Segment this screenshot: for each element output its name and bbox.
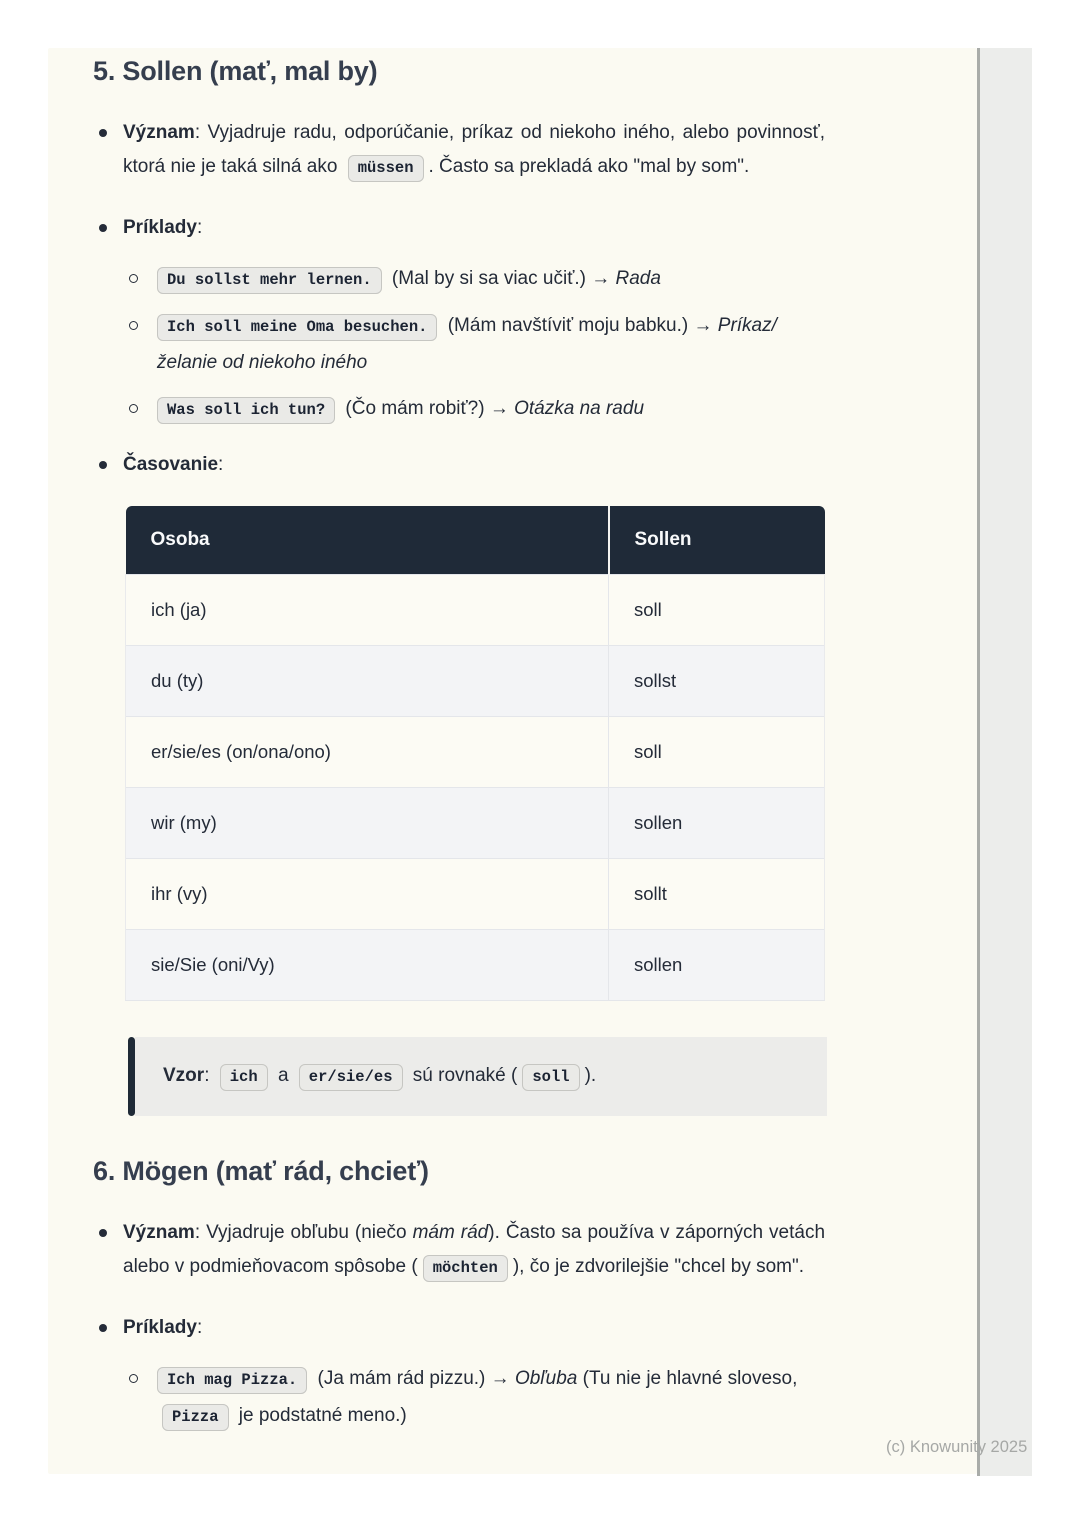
section6-heading: 6. Mögen (mať rád, chcieť) <box>93 1156 429 1186</box>
vyznam-text3: ), čo je zdvorilejšie "chcel by som". <box>512 1256 805 1277</box>
table-cell-person: er/sie/es (on/ona/ono) <box>126 717 609 788</box>
table-header-sollen: Sollen <box>609 506 825 575</box>
code-chip-muessen: müssen <box>348 155 424 182</box>
table-cell-form: soll <box>609 575 825 646</box>
example-note-end: je podstatné meno.) <box>238 1405 407 1426</box>
section5-examples-list <box>123 261 825 428</box>
table-cell-form: sollt <box>609 859 825 930</box>
section6-vyznam-item <box>93 1216 825 1285</box>
table-cell-person: ich (ja) <box>126 575 609 646</box>
table-cell-form: sollen <box>609 788 825 859</box>
example2-note: Príkaz/želanie od niekoho iného <box>157 315 777 373</box>
vzor-conj: a <box>277 1065 289 1086</box>
table-cell-form: sollst <box>609 646 825 717</box>
code-chip-pizza-sentence: Ich mag Pizza. <box>157 1367 307 1394</box>
example-item <box>123 391 825 428</box>
priklady-sep: : <box>196 217 203 238</box>
section6-list <box>93 1216 825 1435</box>
vyznam-text2: ). Často sa používa v záporných vetách alebo v podmieňovacom spôsobe ( <box>123 1222 826 1277</box>
vyznam-sep: : <box>194 1222 207 1243</box>
document-page <box>48 48 977 1474</box>
priklady-label: Príklady <box>123 1317 197 1338</box>
watermark-text: (c) Knowunity 2025 <box>886 1438 1028 1456</box>
casovanie-label: Časovanie <box>123 454 219 475</box>
code-chip-moechten: möchten <box>423 1255 508 1282</box>
table-cell-person: sie/Sie (oni/Vy) <box>126 930 609 1001</box>
table-header-row <box>126 506 825 575</box>
section5-heading: 5. Sollen (mať, mal by) <box>93 56 378 86</box>
callout-body <box>135 1037 827 1116</box>
vzor-text-end: ). <box>584 1065 597 1086</box>
table-cell-person: wir (my) <box>126 788 609 859</box>
vyznam-sep: : <box>194 122 208 143</box>
table-header-osoba: Osoba <box>126 506 609 575</box>
table-cell-person: ihr (vy) <box>126 859 609 930</box>
example-note-italic: Obľuba <box>514 1368 578 1389</box>
scrollbar-track[interactable] <box>977 48 1032 1476</box>
section6-examples-list <box>123 1361 825 1435</box>
table-row <box>126 575 825 646</box>
example-item <box>123 308 825 381</box>
table-cell-form: sollen <box>609 930 825 1001</box>
casovanie-sep: : <box>218 454 224 475</box>
code-chip-example3: Was soll ich tun? <box>157 397 335 424</box>
page-content <box>48 48 977 1435</box>
code-chip-pizza-word: Pizza <box>162 1404 229 1431</box>
arrow-glyph: → <box>490 1368 510 1389</box>
arrow-glyph: → <box>693 315 713 336</box>
example1-note: Rada <box>615 268 661 289</box>
callout-accent-bar <box>128 1037 135 1116</box>
example-item <box>123 261 825 298</box>
vyznam-text: Vyjadruje obľubu (niečo <box>206 1222 407 1243</box>
table-cell-person: du (ty) <box>126 646 609 717</box>
priklady-sep: : <box>196 1317 203 1338</box>
vyznam-text-after: . Často sa prekladá ako "mal by som". <box>428 156 750 177</box>
code-chip-example1: Du sollst mehr lernen. <box>157 267 382 294</box>
vyznam-label: Význam <box>123 122 195 143</box>
example-item <box>123 1361 825 1435</box>
vzor-label: Vzor <box>163 1065 205 1086</box>
vyznam-italic: mám rád <box>412 1222 489 1243</box>
conjugation-table <box>125 506 825 1001</box>
example1-translation: (Mal by si sa viac učiť.) <box>391 268 586 289</box>
section5-priklady-item <box>93 211 825 428</box>
table-row <box>126 930 825 1001</box>
table-row <box>126 859 825 930</box>
table-cell-form: soll <box>609 717 825 788</box>
code-chip-soll: soll <box>522 1064 579 1091</box>
vzor-sep: : <box>204 1065 215 1086</box>
section5-casovanie-item <box>93 448 825 482</box>
example3-note: Otázka na radu <box>514 398 645 419</box>
arrow-glyph: → <box>489 398 509 419</box>
example2-translation: (Mám navštíviť moju babku.) <box>447 315 689 336</box>
vyznam-text: Vyjadruje radu, odporúčanie, príkaz od niekoho iného, alebo povinnosť, ktorá nie je taká silná ako <box>123 122 825 177</box>
code-chip-ich: ich <box>220 1064 268 1091</box>
priklady-label: Príklady <box>123 217 197 238</box>
example-translation: (Ja mám rád pizzu.) <box>317 1368 486 1389</box>
code-chip-ersiees: er/sie/es <box>299 1064 403 1091</box>
code-chip-example2: Ich soll meine Oma besuchen. <box>157 314 437 341</box>
section5-list <box>93 116 825 482</box>
vzor-text-mid: sú rovnaké ( <box>412 1065 518 1086</box>
section5-vyznam-item <box>93 116 825 185</box>
arrow-glyph: → <box>591 268 611 289</box>
table-row <box>126 717 825 788</box>
vyznam-label: Význam <box>123 1222 195 1243</box>
table-row <box>126 788 825 859</box>
vzor-callout <box>128 1037 827 1116</box>
example3-translation: (Čo mám robiť?) <box>345 398 485 419</box>
table-row <box>126 646 825 717</box>
section6-priklady-item <box>93 1311 825 1435</box>
example-note-mid: (Tu nie je hlavné sloveso, <box>582 1368 798 1389</box>
